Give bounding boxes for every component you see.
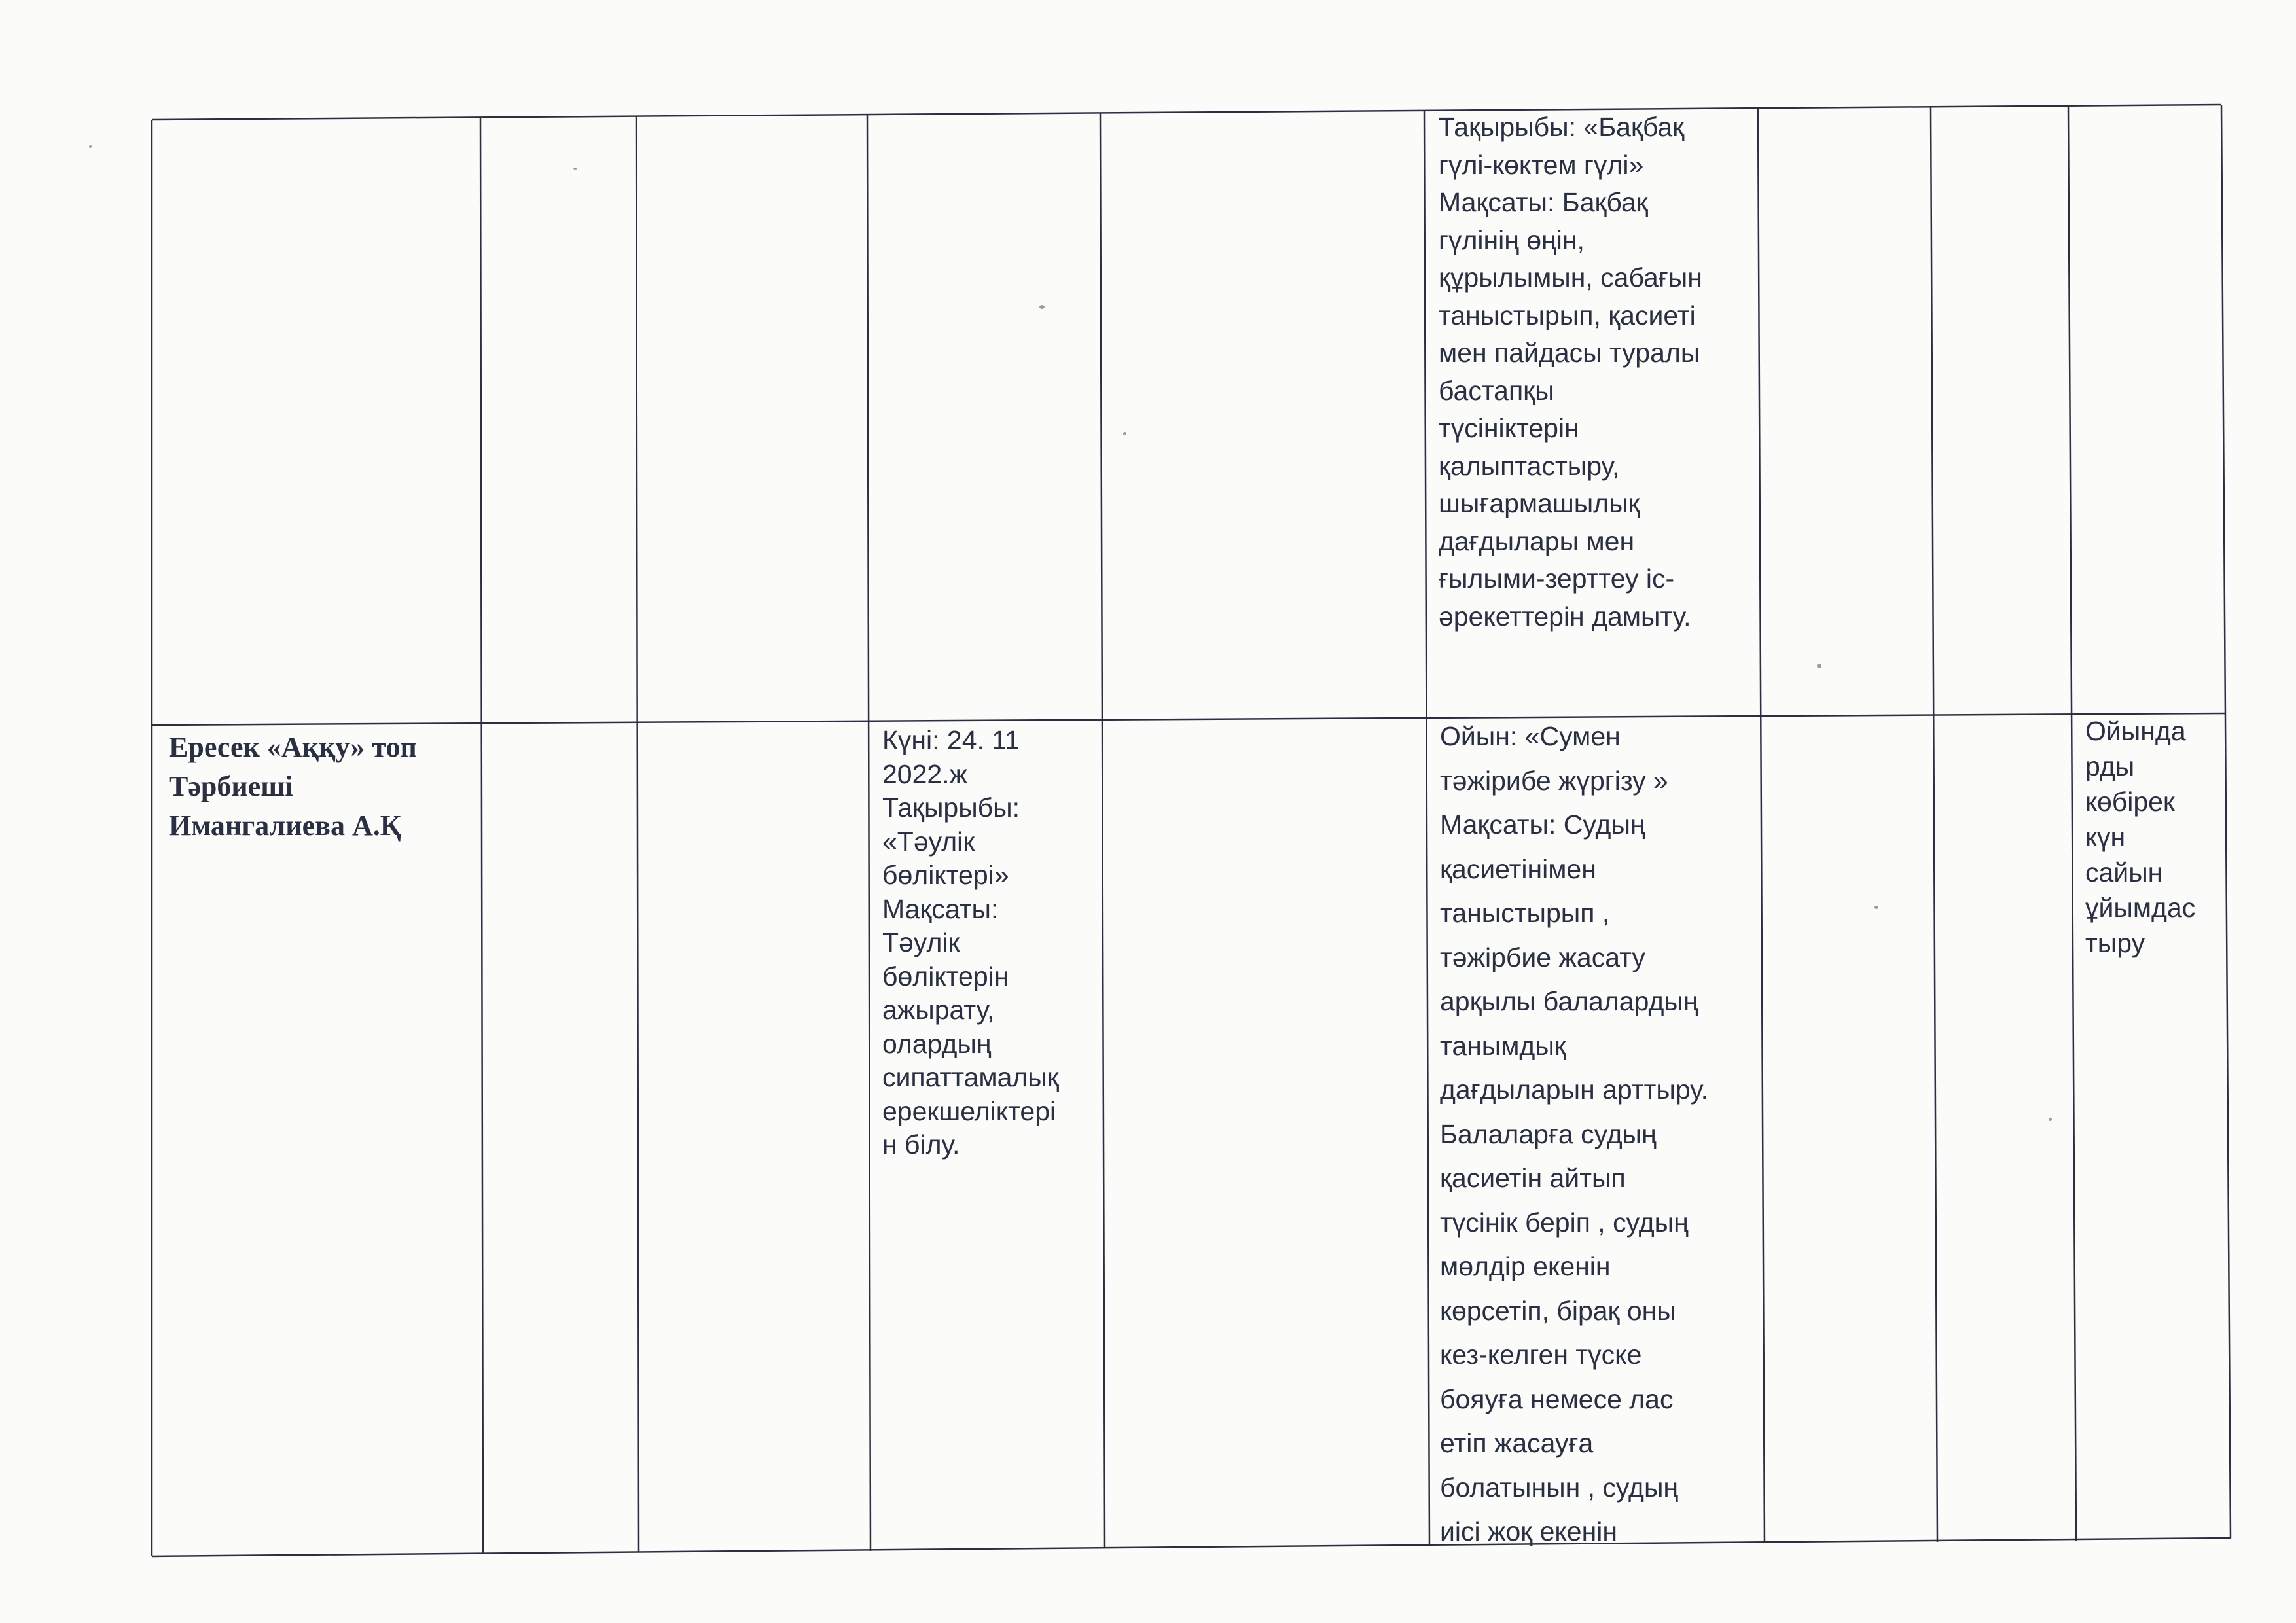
scan-speck [2049, 1118, 2052, 1121]
dandelion-topic-cell: Тақырыбы: «Бақбақ гүлі-көктем гүлі» Мақсаты: Бақбақ гүлінің өңін, құрылымын, сабағын таныстырып, қасиеті мен пайдасы туралы бастапқы түсініктерін қалыптастыру, шығармашылық дағдылары мен ғылыми-зерттеу іс- әрекеттерін дамыту. [1439, 112, 1702, 632]
organization-note-cell: Ойында рды көбірек күн сайын ұйымдас тыру [2085, 716, 2196, 958]
group-teacher-cell: Ересек «Аққу» топ Тәрбиеші Имангалиева А.Қ [169, 731, 417, 842]
table-top-border [152, 105, 2221, 120]
column-separator-7 [1931, 107, 1937, 1542]
scan-speck [573, 168, 577, 170]
scan-speck [1817, 664, 1821, 668]
column-separator-8 [2068, 106, 2076, 1541]
scan-speck [1123, 432, 1126, 435]
column-separator-1 [480, 118, 483, 1554]
table-bottom-border [152, 1538, 2231, 1556]
column-separator-3 [867, 115, 870, 1551]
column-separator-2 [636, 116, 639, 1552]
scan-speck [1039, 305, 1045, 309]
water-experiment-game-cell: Ойын: «Сумен тәжірибе жүргізу » Мақсаты: Судың қасиетінімен таныстырып , тәжірбие жасату арқылы балалардың танымдық дағдыларын арттыру. Балаларға судың қасиетін айтып түсінік беріп , судың мөлдір екенін көрсетіп, бірақ оны кез-келген түске бояуға немесе лас етіп жасауға болатынын , судың иісі жоқ екенін [1440, 721, 1708, 1546]
date-topic-cell: Күні: 24. 11 2022.ж Тақырыбы: «Тәулік бөліктері» Мақсаты: Тәулік бөліктерін ажырату, олардың сипаттамалық ерекшеліктері н білу. [882, 725, 1059, 1160]
scan-speck [89, 145, 92, 148]
scan-speck [1874, 906, 1878, 909]
row-separator [152, 713, 2225, 725]
column-separator-5 [1424, 111, 1429, 1546]
column-separator-6 [1758, 109, 1765, 1543]
